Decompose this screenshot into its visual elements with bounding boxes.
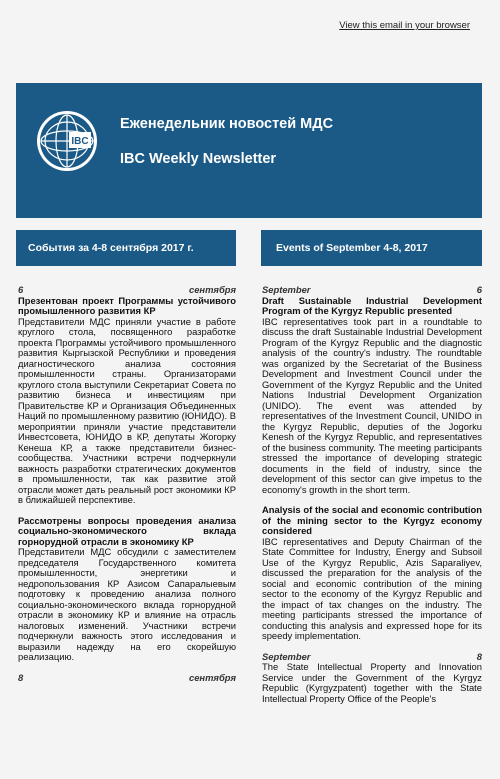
view-in-browser-link[interactable]: View this email in your browser [339,20,470,31]
news-date [18,285,236,296]
right-news-column [262,285,482,714]
news-date-month: September [262,650,311,662]
left-news-column [18,285,236,683]
news-date-month: сентября [189,284,236,295]
news-body: IBC representatives and Deputy Chairman of the State Committee for Industry, Energy and Subsoil Use of the Kyrgyz Republic, Azis Saparaliyev, discussed the preparation for the analysis of the social and economic contribution of the mining sector to the economy of the Kyrgyz Republic and the impact of tax changes on the industry. The meeting participants stressed the importance of conducting this analysis and expressed hope for its speedy implementation. [262,535,482,641]
right-column-heading: Events of September 4-8, 2017 [261,230,482,266]
ibc-logo-icon [36,110,98,172]
news-date [18,673,236,684]
news-body: Представители МДС обсудили с заместителем председателя Государственного комитета промышленности, энергетики и недропользования КР Азисом Сапаралыевым подготовку к проведению анализа полного социально-экономического вклада горнорудной отрасли в экономику КР и влияние на отрасль налоговых изменений. Участники встречи подчеркнули важность этого исследования и выразили надежду на его скорейшую реализацию. [18,546,236,662]
banner-title-english: IBC Weekly Newsletter [120,151,277,167]
news-date-day: 6 [18,284,24,295]
news-date-month: сентября [189,671,236,683]
news-date [262,285,482,296]
news-date-month: September [262,284,311,295]
news-date-day: 8 [476,650,482,662]
news-title: Draft Sustainable Industrial Development Program of the Kyrgyz Republic presented [262,294,482,316]
news-title: Analysis of the social and economic contribution of the mining sector to the Kyrgyz economy considered [262,504,482,536]
newsletter-banner [16,83,482,218]
left-column-heading: События за 4-8 сентября 2017 г. [16,230,236,266]
news-body: IBC representatives took part in a roundtable to discuss the draft Sustainable Industrial Development Program of the Kyrgyz Republic and the diagnostic analysis of the country's industry. The roundtable was organized by the Secretariat of the Business Development and Investment Council under the Government of the Kyrgyz Republic and the United Nations Industrial Development Organization (UNIDO). The event was attended by representatives of the Investment Council, UNIDO in the Kyrgyz Republic, deputies of the Jogorku Kenesh of the Kyrgyz Republic, and representatives of the business community. The meeting participants stressed the importance of developing strategic documents in the field of industry, since the development of this sector can give impetus to the economy's growth in the short term. [262,315,482,495]
logo-text: IBC [71,136,89,147]
news-title: Рассмотрены вопросы проведения анализа социально-экономического вклада горнорудной отрасли в экономику КР [18,514,236,547]
news-body: The State Intellectual Property and Innovation Service under the Government of the Kyrgyz Republic (Kyrgyzpatent) together with the State Intellectual Property Office of the People's [262,661,482,704]
news-body: Представители МДС приняли участие в работе круглого стола, посвященного разработке проекта Программы устойчивого промышленного развития Кыргызской Республики и проведения диагностического анализа состояния промышленности страны. Организаторами круглого стола выступили Секретариат Совета по развитию бизнеса и инвестициям при Правительстве КР и Организация Объединенных Наций по промышленному развитию (ЮНИДО). В мероприятии приняли участие представители Инвестсовета, ЮНИДО в КР, депутаты Жогорку Кенеша КР, а также представители бизнес-сообщества. Участники встречи подчеркнули важность разработки стратегических документов в промышленности, так как развитие этой отрасли может дать реальный рост экономики КР в ближайшей перспективе. [18,315,236,505]
news-title: Презентован проект Программы устойчивого промышленного развития КР [18,294,236,316]
news-date-day: 8 [18,671,24,683]
news-date-day: 6 [476,284,482,295]
banner-title-russian: Еженедельник новостей МДС [120,116,334,132]
